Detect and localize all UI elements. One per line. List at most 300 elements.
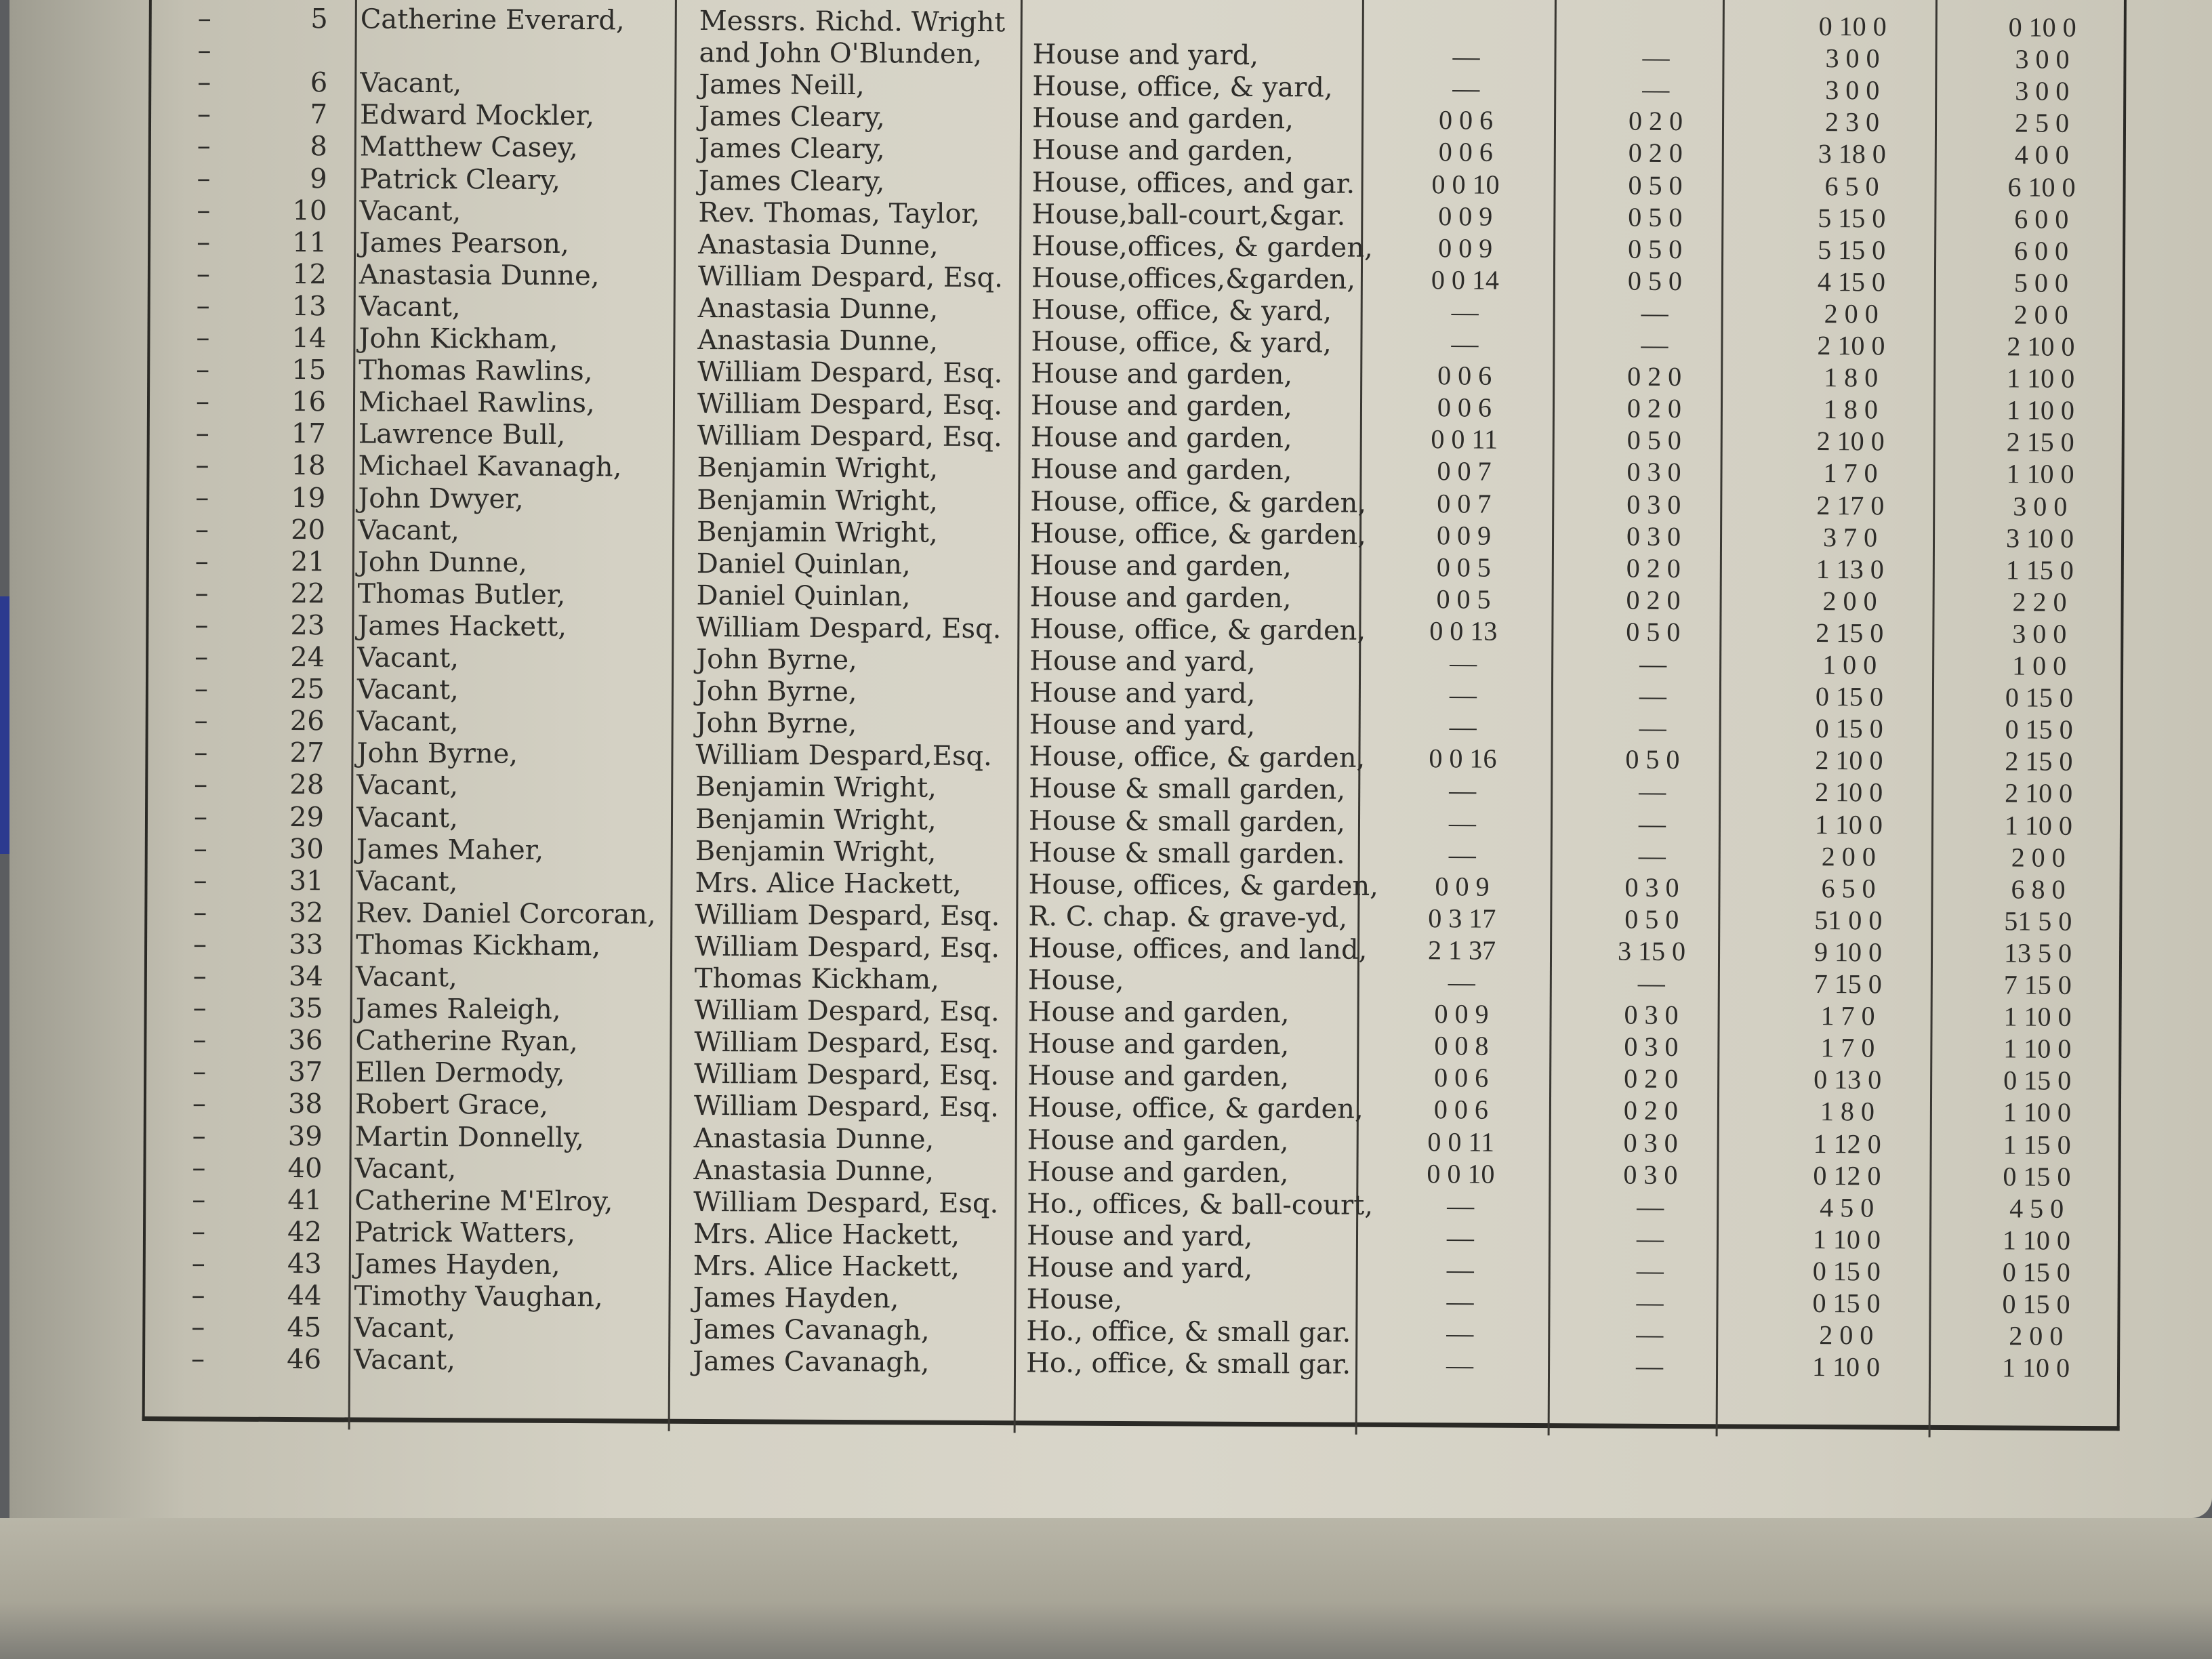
lessor-name: James Cavanagh, <box>693 1314 930 1347</box>
row-dash: – <box>197 66 211 98</box>
property-description: House & small garden, <box>1029 773 1346 806</box>
land-valuation: 1 10 0 <box>1811 1351 1881 1382</box>
lessor-name: Anastasia Dunne, <box>697 324 939 357</box>
occupier-name: Vacant, <box>356 865 458 897</box>
land-valuation: 1 8 0 <box>1820 1096 1875 1127</box>
occupier-name: Catherine Ryan, <box>355 1025 578 1058</box>
lessor-name: William Despard, Esq. <box>697 388 1003 422</box>
area-value: 0 0 14 <box>1431 264 1500 295</box>
row-number: 35 <box>288 993 323 1025</box>
rent-value: 3 15 0 <box>1617 935 1686 966</box>
total-valuation: 3 0 0 <box>2012 618 2067 649</box>
lessor-name: William Despard, Esq. <box>697 356 1003 390</box>
row-number <box>226 35 328 36</box>
lessor-name: Daniel Quinlan, <box>696 579 911 613</box>
lessor-name: Mrs. Alice Hackett, <box>693 1250 960 1283</box>
occupier-name: Thomas Rawlins, <box>359 354 593 388</box>
property-description: Ho., offices, & ball-court, <box>1027 1188 1374 1221</box>
area-value: — <box>1452 41 1480 72</box>
row-dash: – <box>192 1024 207 1056</box>
total-valuation: 2 5 0 <box>2014 107 2070 139</box>
rent-value: 0 2 0 <box>1623 1095 1679 1126</box>
land-valuation: 6 5 0 <box>1824 170 1879 201</box>
row-dash: – <box>192 1151 206 1184</box>
row-number: 9 <box>310 163 327 194</box>
lessor-name: and John O'Blunden, <box>699 37 983 70</box>
row-number: 32 <box>289 897 324 929</box>
property-description: House and garden, <box>1027 1124 1289 1157</box>
lessor-name: Anastasia Dunne, <box>697 292 939 325</box>
land-valuation: 2 0 0 <box>1822 585 1877 617</box>
rent-value: 0 2 0 <box>1626 584 1681 615</box>
property-description: House, offices, and land, <box>1027 933 1368 966</box>
occupier-name: Michael Kavanagh, <box>358 450 622 483</box>
row-number: 41 <box>287 1184 323 1216</box>
lessor-name: William Despard, Esq. <box>695 899 1000 932</box>
total-valuation: 5 0 0 <box>2013 267 2069 298</box>
occupier-name: Edward Mockler, <box>359 99 595 132</box>
area-value: 0 0 10 <box>1431 168 1500 200</box>
total-valuation: 1 10 0 <box>2006 458 2074 490</box>
row-dash: – <box>197 98 211 130</box>
rent-value: — <box>1639 680 1667 712</box>
total-valuation: 0 15 0 <box>2003 1160 2071 1192</box>
area-value: 0 0 9 <box>1438 200 1493 232</box>
property-description: House & small garden. <box>1028 836 1345 870</box>
property-description: House and garden, <box>1027 1155 1289 1189</box>
lessor-name: William Despard, Esq. <box>693 1186 999 1219</box>
land-valuation: 3 0 0 <box>1825 43 1880 74</box>
total-valuation: 6 0 0 <box>2014 235 2069 266</box>
row-dash: – <box>190 1343 205 1375</box>
row-dash: – <box>191 1279 205 1311</box>
row-number: 27 <box>289 737 325 769</box>
area-value: 0 0 16 <box>1429 743 1497 775</box>
row-number: 22 <box>290 577 325 610</box>
area-value: — <box>1447 1190 1475 1221</box>
land-valuation: 1 7 0 <box>1820 1000 1875 1031</box>
row-dash: – <box>195 386 210 417</box>
total-valuation: 1 10 0 <box>2003 1001 2072 1032</box>
rent-value: — <box>1637 967 1665 998</box>
lessor-name: James Hayden, <box>693 1282 899 1315</box>
land-valuation: 1 13 0 <box>1816 553 1884 585</box>
total-valuation: 2 0 0 <box>2013 299 2068 330</box>
total-valuation: 2 15 0 <box>2005 745 2073 777</box>
property-description: House,offices,&garden, <box>1031 262 1356 295</box>
occupier-name: James Hayden, <box>354 1248 560 1281</box>
row-dash: – <box>194 546 209 577</box>
land-valuation: 3 0 0 <box>1825 75 1880 106</box>
lessor-name: Benjamin Wright, <box>695 835 937 868</box>
property-description: House, office, & garden, <box>1027 1092 1364 1126</box>
total-valuation: 2 0 0 <box>2011 842 2066 873</box>
row-dash: – <box>192 928 207 960</box>
occupier-name: Anastasia Dunne, <box>359 259 600 292</box>
row-number: 39 <box>287 1120 323 1152</box>
total-valuation: 6 8 0 <box>2011 874 2066 905</box>
row-dash: – <box>196 290 210 322</box>
land-valuation: 6 5 0 <box>1821 872 1876 904</box>
area-value: 0 0 6 <box>1438 104 1494 136</box>
rent-value: — <box>1637 1191 1664 1222</box>
row-number: 33 <box>289 928 324 961</box>
row-number: 20 <box>291 514 326 546</box>
document-page <box>9 0 2212 1518</box>
row-dash: – <box>194 673 209 705</box>
occupier-name: Lawrence Bull, <box>358 418 566 451</box>
row-number: 43 <box>287 1248 322 1280</box>
row-dash: – <box>193 800 208 832</box>
row-number: 24 <box>290 642 325 674</box>
lessor-name: Benjamin Wright, <box>696 516 938 549</box>
row-number: 45 <box>287 1312 322 1344</box>
total-valuation: 1 0 0 <box>2012 650 2067 681</box>
land-valuation: 2 0 0 <box>1819 1319 1874 1351</box>
property-description: R. C. chap. & grave-yd, <box>1028 901 1348 934</box>
property-description: Ho., office, & small gar. <box>1026 1315 1351 1349</box>
row-number: 37 <box>288 1057 323 1088</box>
land-valuation: 0 15 0 <box>1815 713 1883 744</box>
total-valuation: 1 10 0 <box>2001 1352 2070 1384</box>
total-valuation: 1 15 0 <box>2005 554 2074 586</box>
row-dash: – <box>192 1184 206 1216</box>
row-dash: – <box>194 737 208 769</box>
row-dash: – <box>197 35 211 66</box>
area-value: 0 0 9 <box>1434 998 1489 1029</box>
area-value: 0 0 6 <box>1437 392 1492 423</box>
occupier-name: James Hackett, <box>357 610 567 642</box>
rent-value: 0 5 0 <box>1624 903 1679 935</box>
rent-value: — <box>1641 297 1668 328</box>
area-value: — <box>1452 73 1480 104</box>
total-valuation: 0 15 0 <box>2002 1288 2070 1319</box>
area-value: — <box>1450 647 1477 678</box>
lessor-name: William Despard, Esq. <box>696 611 1002 645</box>
area-value: 0 3 17 <box>1428 903 1496 934</box>
lessor-name: William Despard, Esq. <box>694 995 1000 1028</box>
lessor-name: Mrs. Alice Hackett, <box>695 867 962 900</box>
occupier-name: Vacant, <box>357 514 460 546</box>
rent-value: — <box>1642 41 1670 73</box>
area-value: 0 0 5 <box>1436 551 1491 583</box>
property-description: House and garden, <box>1029 581 1292 615</box>
occupier-name: Robert Grace, <box>354 1088 549 1122</box>
rent-value: 0 3 0 <box>1626 489 1681 520</box>
row-number: 19 <box>291 482 326 514</box>
lessor-name: Benjamin Wright, <box>695 771 937 804</box>
lessor-name: Anastasia Dunne, <box>693 1154 935 1187</box>
land-valuation: 1 8 0 <box>1823 394 1879 425</box>
property-description: House and garden, <box>1027 1060 1290 1093</box>
total-valuation: 6 10 0 <box>2007 171 2076 203</box>
total-valuation: 51 5 0 <box>2004 905 2072 937</box>
total-valuation: 1 10 0 <box>2007 363 2075 394</box>
area-value: — <box>1446 1254 1474 1285</box>
land-valuation: 5 15 0 <box>1818 234 1886 266</box>
row-dash: – <box>191 1248 205 1279</box>
lessor-name: James Neill, <box>699 69 865 102</box>
row-number: 18 <box>291 450 326 482</box>
lessor-name: Benjamin Wright, <box>697 452 939 485</box>
property-description: House and garden, <box>1030 390 1293 423</box>
total-valuation: 1 15 0 <box>2003 1128 2071 1160</box>
property-description: House, office, & garden, <box>1030 485 1367 519</box>
occupier-name: Vacant, <box>356 802 458 834</box>
property-description: House,ball-court,&gar. <box>1031 198 1346 232</box>
land-valuation: 4 15 0 <box>1817 266 1886 298</box>
area-value: 0 0 8 <box>1434 1030 1489 1061</box>
rent-value: — <box>1636 1254 1664 1286</box>
area-value: 0 0 7 <box>1437 455 1492 487</box>
property-description: House, offices, and gar. <box>1031 166 1355 200</box>
occupier-name: Catherine M'Elroy, <box>354 1185 613 1218</box>
property-description: House and garden, <box>1027 1028 1290 1061</box>
row-dash: – <box>193 865 207 897</box>
land-valuation: 3 18 0 <box>1818 138 1886 169</box>
property-description: House and yard, <box>1026 1252 1253 1284</box>
row-dash: – <box>194 641 209 673</box>
row-number: 36 <box>288 1025 323 1057</box>
rent-value: 0 2 0 <box>1628 105 1683 137</box>
total-valuation: 3 10 0 <box>2005 522 2074 554</box>
land-valuation: 2 3 0 <box>1824 106 1880 138</box>
property-description: House, office, & yard, <box>1032 70 1333 104</box>
row-number: 42 <box>287 1216 323 1248</box>
property-description: House and yard, <box>1029 709 1256 742</box>
lessor-name: James Cleary, <box>698 133 885 165</box>
row-number: 23 <box>290 609 325 642</box>
property-description: House and garden, <box>1031 134 1294 167</box>
rent-value: 0 5 0 <box>1628 169 1683 201</box>
lessor-name: Anastasia Dunne, <box>698 228 939 262</box>
total-valuation: 7 15 0 <box>2003 969 2072 1000</box>
property-description: House, <box>1027 964 1124 997</box>
rent-value: 0 2 0 <box>1626 552 1681 583</box>
total-valuation: 1 10 0 <box>2004 809 2073 841</box>
rent-value: 0 5 0 <box>1626 424 1681 456</box>
property-description: House and yard, <box>1029 645 1256 678</box>
area-value: 0 0 11 <box>1431 424 1498 455</box>
property-description: House and garden, <box>1027 996 1290 1029</box>
row-number: 17 <box>291 418 326 450</box>
land-valuation: 1 7 0 <box>1820 1032 1875 1063</box>
rent-value: 0 3 0 <box>1623 1159 1678 1190</box>
rent-value: 0 3 0 <box>1626 457 1681 488</box>
area-value: — <box>1446 1286 1474 1317</box>
area-value: 0 0 11 <box>1427 1126 1495 1158</box>
area-value: 0 0 9 <box>1436 519 1492 551</box>
area-value: — <box>1449 775 1477 806</box>
rent-value: 0 2 0 <box>1627 361 1682 392</box>
occupier-name: James Pearson, <box>359 227 569 260</box>
row-dash: – <box>196 258 211 290</box>
lessor-name: John Byrne, <box>696 643 857 676</box>
property-description: House and yard, <box>1029 677 1256 710</box>
property-description: Ho., office, & small gar. <box>1025 1347 1351 1380</box>
lessor-name: James Cleary, <box>698 165 885 197</box>
row-number: 34 <box>288 961 323 993</box>
land-valuation: 0 13 0 <box>1814 1064 1882 1095</box>
occupier-name: Vacant, <box>359 195 462 227</box>
land-valuation: 2 0 0 <box>1821 840 1876 872</box>
occupier-name: Thomas Butler, <box>357 578 566 611</box>
lessor-name: Daniel Quinlan, <box>696 548 911 581</box>
rent-value: 0 5 0 <box>1628 233 1683 264</box>
property-description: House and yard, <box>1032 39 1259 72</box>
area-value: — <box>1446 1222 1475 1253</box>
land-valuation: 1 10 0 <box>1814 808 1883 840</box>
row-dash: – <box>194 769 208 800</box>
lessor-name: Thomas Kickham, <box>694 962 940 996</box>
row-dash: – <box>196 322 210 354</box>
land-valuation: 0 15 0 <box>1812 1288 1881 1319</box>
total-valuation: 4 0 0 <box>2014 139 2069 171</box>
area-value: 0 0 6 <box>1434 1062 1489 1093</box>
occupier-name: Thomas Kickham, <box>355 929 601 962</box>
row-dash: – <box>192 1120 206 1151</box>
area-value: — <box>1449 711 1477 742</box>
row-number: 38 <box>287 1088 323 1120</box>
row-number: 46 <box>287 1344 322 1376</box>
land-valuation: 3 7 0 <box>1822 521 1878 553</box>
property-description: House, <box>1026 1284 1123 1316</box>
row-dash: – <box>195 449 209 481</box>
land-valuation: 0 15 0 <box>1812 1255 1881 1287</box>
total-valuation: 3 0 0 <box>2015 75 2070 107</box>
land-valuation: 2 10 0 <box>1815 777 1883 808</box>
area-value: 0 0 6 <box>1433 1094 1489 1126</box>
row-number: 40 <box>287 1152 323 1184</box>
row-dash: – <box>197 194 211 226</box>
total-valuation: 0 15 0 <box>2003 1065 2072 1097</box>
row-dash: – <box>195 481 209 513</box>
land-valuation: 1 7 0 <box>1823 457 1878 489</box>
row-number: 28 <box>289 769 325 801</box>
land-valuation: 9 10 0 <box>1814 936 1883 968</box>
row-dash: – <box>191 1216 206 1248</box>
rent-value: 0 2 0 <box>1626 392 1682 424</box>
row-number: 6 <box>310 67 328 99</box>
total-valuation: 2 0 0 <box>2009 1320 2064 1351</box>
land-valuation: 1 12 0 <box>1813 1128 1881 1160</box>
rent-value: — <box>1639 648 1667 679</box>
occupier-name: Vacant, <box>357 642 459 674</box>
area-value: 0 0 6 <box>1437 360 1492 391</box>
rent-value: — <box>1635 1350 1664 1382</box>
row-dash: – <box>194 609 209 641</box>
row-dash: – <box>195 417 209 449</box>
occupier-name: Michael Rawlins, <box>358 386 595 419</box>
row-dash: – <box>192 992 207 1024</box>
area-value: 0 0 9 <box>1438 232 1493 264</box>
occupier-name: John Kickham, <box>359 323 558 355</box>
total-valuation: 0 15 0 <box>2002 1256 2070 1288</box>
total-valuation: 2 15 0 <box>2006 426 2074 458</box>
occupier-name: Patrick Cleary, <box>359 163 561 196</box>
land-valuation: 2 17 0 <box>1816 489 1885 521</box>
row-number: 29 <box>289 801 325 833</box>
row-number: 12 <box>291 258 327 291</box>
row-number: 31 <box>289 865 324 897</box>
lessor-name: Benjamin Wright, <box>695 803 937 836</box>
total-valuation: 0 10 0 <box>2008 12 2076 43</box>
row-number: 30 <box>289 833 324 865</box>
row-dash: – <box>194 705 208 737</box>
land-valuation: 2 10 0 <box>1815 745 1883 776</box>
occupier-name: Vacant, <box>353 1344 456 1376</box>
area-value: — <box>1446 1317 1474 1349</box>
row-number: 10 <box>292 194 327 226</box>
row-dash: – <box>194 513 209 546</box>
occupier-name: Vacant, <box>355 961 457 994</box>
rent-value: — <box>1636 1286 1664 1317</box>
total-valuation: 2 2 0 <box>2012 586 2067 617</box>
occupier-name: Vacant, <box>356 674 459 706</box>
row-number: 16 <box>291 386 327 418</box>
area-value: 2 1 37 <box>1427 935 1496 966</box>
property-description: House, office, & yard, <box>1031 326 1332 359</box>
rent-value: — <box>1638 808 1666 839</box>
area-value: 0 0 9 <box>1435 870 1490 902</box>
area-value: 0 0 7 <box>1437 487 1492 519</box>
property-description: House and garden, <box>1029 550 1292 582</box>
rent-value: 0 3 0 <box>1623 1127 1678 1158</box>
land-valuation: 5 15 0 <box>1818 202 1886 234</box>
area-value: — <box>1446 1349 1474 1380</box>
row-dash: – <box>197 226 211 258</box>
row-number: 15 <box>291 354 327 386</box>
rent-value: — <box>1641 329 1668 360</box>
rent-value: 0 5 0 <box>1626 616 1681 647</box>
total-valuation: 6 0 0 <box>2014 203 2069 234</box>
property-description: House, office, & yard, <box>1031 294 1332 327</box>
total-valuation: 2 10 0 <box>2007 331 2075 362</box>
rent-value: — <box>1636 1223 1664 1254</box>
occupier-name: Rev. Daniel Corcoran, <box>356 897 656 930</box>
area-value: — <box>1448 806 1477 838</box>
property-description: House and yard, <box>1026 1220 1253 1252</box>
occupier-name: Timothy Vaughan, <box>354 1280 603 1313</box>
occupier-name: Vacant, <box>356 705 459 738</box>
rent-value: 0 3 0 <box>1626 520 1681 552</box>
occupier-name: Catherine Everard, <box>360 3 625 37</box>
total-valuation: 1 10 0 <box>2003 1033 2072 1065</box>
property-description: House and garden, <box>1031 102 1294 136</box>
total-valuation: 0 15 0 <box>2005 714 2073 745</box>
occupier-name: James Raleigh, <box>355 993 561 1026</box>
property-description: House, office, & garden, <box>1029 741 1366 775</box>
total-valuation: 2 10 0 <box>2005 777 2073 809</box>
row-number: 14 <box>291 323 327 354</box>
lessor-name: William Despard, Esq. <box>694 1059 1000 1092</box>
row-dash: – <box>192 1056 207 1088</box>
total-valuation: 3 0 0 <box>2013 490 2068 522</box>
rent-value: — <box>1639 712 1666 743</box>
occupier-name: John Byrne, <box>356 737 518 770</box>
lessor-name: Anastasia Dunne, <box>693 1122 935 1155</box>
area-value: — <box>1451 328 1479 359</box>
land-valuation: 1 10 0 <box>1812 1223 1881 1255</box>
land-valuation: 1 0 0 <box>1822 649 1877 680</box>
land-valuation: 0 15 0 <box>1815 681 1884 712</box>
occupier-name: Vacant, <box>360 67 462 100</box>
land-valuation: 2 10 0 <box>1816 426 1885 457</box>
row-dash: – <box>196 354 210 386</box>
area-value: 0 0 6 <box>1438 136 1493 168</box>
rent-value: — <box>1638 840 1666 871</box>
land-valuation: 51 0 0 <box>1814 904 1883 936</box>
